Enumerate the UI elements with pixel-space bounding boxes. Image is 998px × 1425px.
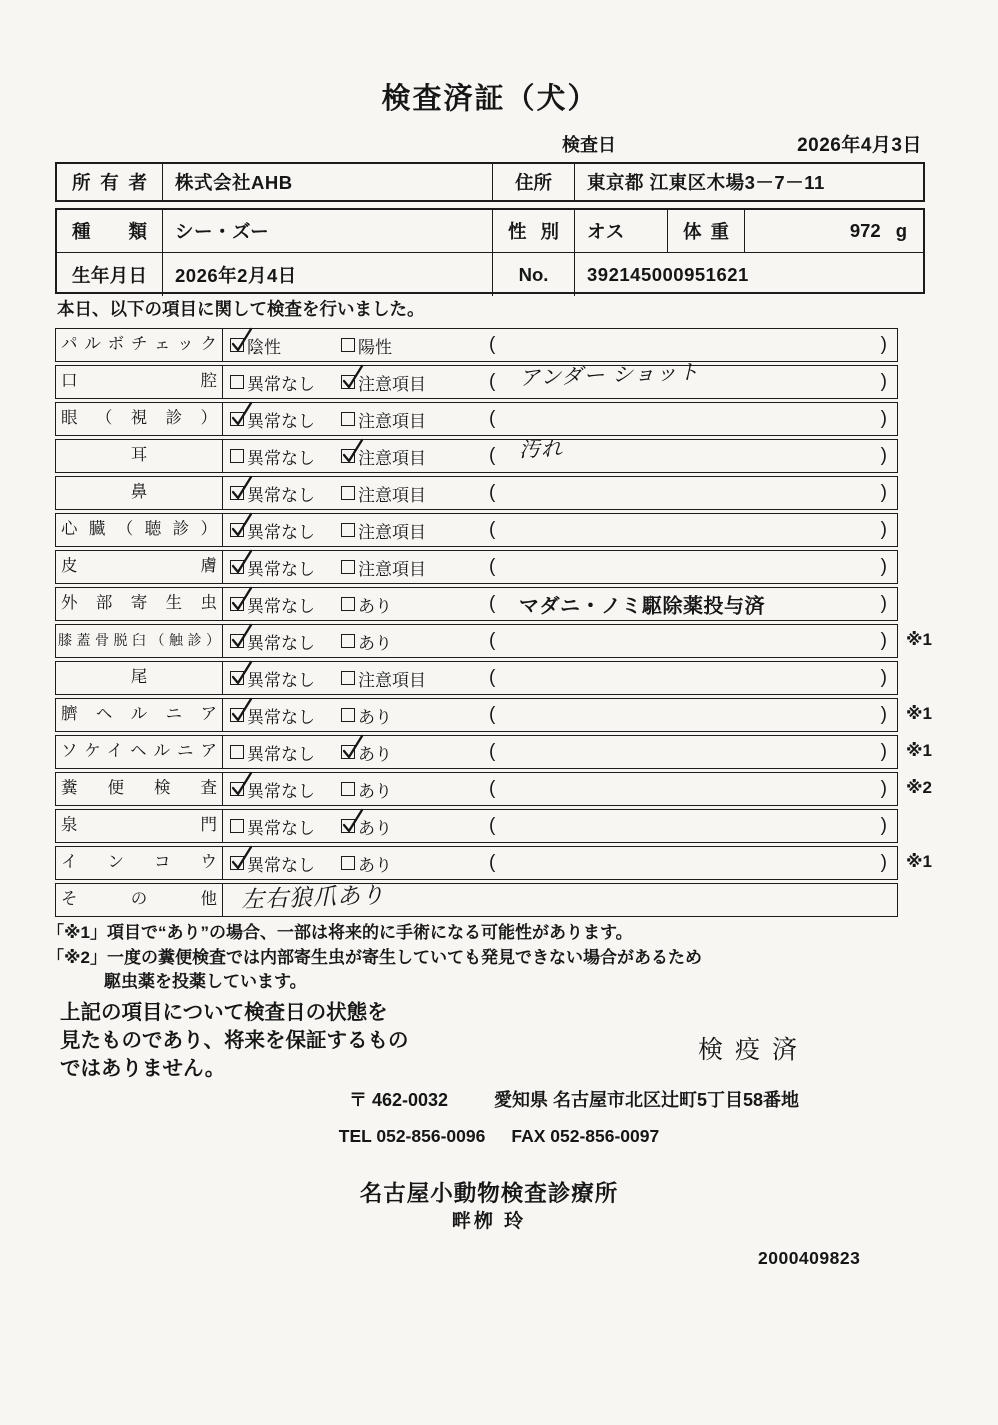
checklist-row-content (223, 810, 897, 842)
checklist-row-content (223, 773, 897, 805)
address-label: 住所 (514, 172, 552, 193)
checklist-row-content (223, 736, 897, 768)
disclaimer-line-2: 見たものであり、将来を保証するもの (60, 1029, 409, 1052)
animal-info-row-2 (57, 253, 923, 296)
checklist-row (55, 402, 898, 436)
unchecked-checkbox[interactable] (341, 856, 355, 870)
checkbox-option (230, 551, 315, 583)
checkbox-option (230, 329, 281, 361)
checkbox-option (230, 477, 315, 509)
weight-value-cell (744, 210, 923, 252)
checkbox-option (341, 810, 392, 842)
checklist-row-content (223, 588, 897, 620)
weight-label: 体重 (683, 221, 729, 242)
birth-value-cell (162, 253, 492, 296)
checkbox-label: あり (358, 596, 392, 616)
checklist-item-label: インコウ (56, 847, 223, 879)
checklist-row-content (223, 437, 897, 472)
checklist-item-label: 心臓（聴診） (56, 514, 223, 546)
unchecked-checkbox[interactable] (341, 523, 355, 537)
checked-checkbox[interactable] (230, 486, 244, 500)
reference-mark: ※1 (906, 630, 932, 649)
checkbox-label: 注意項目 (358, 448, 426, 468)
serial-number: 2000409823 (758, 1248, 861, 1268)
checkbox-label: 異常なし (247, 596, 315, 616)
checklist-row (55, 735, 932, 769)
checklist-row (55, 624, 932, 658)
paren-open: ( (489, 334, 496, 355)
checkbox-option (341, 588, 392, 620)
checkbox-option (230, 514, 315, 546)
checked-checkbox[interactable] (341, 449, 355, 463)
checklist-item-label: 口腔 (56, 366, 223, 398)
checked-checkbox[interactable] (341, 819, 355, 833)
checked-checkbox[interactable] (230, 856, 244, 870)
checked-checkbox[interactable] (341, 745, 355, 759)
footnote-2-continued: 駆虫薬を投薬しています。 (104, 972, 307, 991)
veterinarian-name: 畔栁 玲 (451, 1211, 527, 1232)
birth-value: 2026年2月4日 (175, 264, 297, 286)
checkbox-option (341, 847, 392, 879)
checklist-row (55, 328, 898, 362)
animal-info-table (55, 208, 925, 294)
checked-checkbox[interactable] (230, 782, 244, 796)
paren-open: ( (489, 445, 496, 466)
checkbox-label: 異常なし (247, 411, 315, 431)
checkbox-option (341, 699, 392, 731)
breed-label-cell (57, 210, 162, 252)
clinic-name: 名古屋小動物検査診療所 (359, 1181, 619, 1206)
paren-close: ) (880, 778, 887, 799)
unchecked-checkbox[interactable] (341, 412, 355, 426)
clinic-address: 愛知県 名古屋市北区辻町5丁目58番地 (494, 1090, 800, 1110)
breed-value-cell (162, 210, 492, 252)
no-label: No. (518, 263, 549, 285)
checklist-item-label: パルボチェック (56, 329, 223, 361)
checkbox-option (230, 440, 315, 472)
paren-open: ( (489, 741, 496, 762)
checkbox-label: 注意項目 (358, 485, 426, 505)
paren-open: ( (489, 630, 496, 651)
checkbox-option (230, 699, 315, 731)
checklist-row (55, 360, 898, 399)
address-value-cell (574, 164, 923, 200)
paren-close: ) (880, 482, 887, 503)
checklist-row-content (223, 625, 897, 657)
checkbox-label: 異常なし (247, 781, 315, 801)
checkbox-label: あり (358, 855, 392, 875)
sex-label-cell (492, 210, 574, 252)
checkbox-label: あり (358, 818, 392, 838)
paren-close: ) (880, 852, 887, 873)
breed-label: 種類 (72, 221, 147, 242)
checkbox-label: 異常なし (247, 855, 315, 875)
checkbox-option (230, 736, 315, 768)
birth-label-cell (57, 253, 162, 296)
checklist-row-content (223, 551, 897, 583)
paren-open: ( (489, 778, 496, 799)
checked-checkbox[interactable] (230, 560, 244, 574)
checkbox-label: 異常なし (247, 522, 315, 542)
checkbox-label: 注意項目 (358, 374, 426, 394)
reference-mark: ※1 (906, 704, 932, 723)
owner-value-cell (162, 164, 492, 200)
checkbox-label: 異常なし (247, 374, 315, 394)
unchecked-checkbox[interactable] (230, 375, 244, 389)
inspection-date-label: 検査日 (562, 135, 616, 155)
unchecked-checkbox[interactable] (230, 819, 244, 833)
checkbox-option (341, 625, 392, 657)
checkbox-option (230, 662, 315, 694)
owner-label-cell (57, 164, 162, 200)
checkbox-option (230, 810, 315, 842)
checkbox-label: 注意項目 (358, 522, 426, 542)
page-title: 検査済証（犬） (381, 83, 599, 115)
unchecked-checkbox[interactable] (341, 338, 355, 352)
checked-checkbox[interactable] (230, 671, 244, 685)
paren-close: ) (880, 741, 887, 762)
no-value: 392145000951621 (587, 263, 749, 285)
unchecked-checkbox[interactable] (341, 634, 355, 648)
reference-mark: ※1 (906, 852, 932, 871)
weight-value: 972 (849, 220, 881, 241)
unchecked-checkbox[interactable] (230, 745, 244, 759)
checkbox-label: 陽性 (358, 337, 392, 357)
checked-checkbox[interactable] (230, 634, 244, 648)
paren-open: ( (489, 408, 496, 429)
paren-close: ) (880, 371, 887, 392)
paren-close: ) (880, 630, 887, 651)
checklist-row (55, 513, 898, 547)
intro-text: 本日、以下の項目に関して検査を行いました。 (57, 299, 425, 319)
address-label-cell (492, 164, 574, 200)
unchecked-checkbox[interactable] (230, 449, 244, 463)
address-value: 東京都 江東区木場3－7－11 (587, 172, 825, 193)
checklist-row-content (223, 477, 897, 509)
checklist-item-label: 尾 (56, 662, 223, 694)
sex-value-cell (574, 210, 667, 252)
checklist-item-label: 臍ヘルニア (56, 699, 223, 731)
birth-label: 生年月日 (72, 264, 147, 286)
unchecked-checkbox[interactable] (341, 597, 355, 611)
paren-close: ) (880, 519, 887, 540)
checked-checkbox[interactable] (230, 338, 244, 352)
weight-label-cell (667, 210, 744, 252)
checklist-item-label: 皮膚 (56, 551, 223, 583)
weight-unit: g (895, 220, 907, 241)
paren-open: ( (489, 371, 496, 392)
sex-label: 性別 (508, 221, 559, 242)
paren-open: ( (489, 667, 496, 688)
unchecked-checkbox[interactable] (341, 671, 355, 685)
handwritten-note: 汚れ (518, 437, 564, 462)
no-value-cell (574, 253, 923, 296)
inspection-date-value: 2026年4月3日 (797, 135, 922, 156)
checkbox-option (341, 329, 392, 361)
checkbox-label: 注意項目 (358, 411, 426, 431)
quarantine-passed-stamp: 検疫済 (698, 1036, 810, 1064)
paren-open: ( (489, 519, 496, 540)
paren-close: ) (880, 408, 887, 429)
clinic-tel: TEL 052-856-0096 (338, 1126, 486, 1146)
checklist-row (55, 883, 898, 917)
checkbox-option (341, 662, 426, 694)
checkbox-label: あり (358, 707, 392, 727)
paren-open: ( (489, 556, 496, 577)
disclaimer-line-3: ではありません。 (60, 1057, 226, 1080)
checkbox-option (341, 514, 426, 546)
reference-mark: ※2 (906, 778, 932, 797)
checklist-row-content (223, 699, 897, 731)
no-label-cell (492, 253, 574, 296)
checklist-row-content (223, 662, 897, 694)
paren-close: ) (880, 704, 887, 725)
unchecked-checkbox[interactable] (341, 486, 355, 500)
checkbox-option (230, 366, 315, 398)
paren-close: ) (880, 334, 887, 355)
checkbox-label: 異常なし (247, 485, 315, 505)
paren-close: ) (880, 593, 887, 614)
checkbox-label: 異常なし (247, 744, 315, 764)
breed-value: シー・ズー (175, 221, 270, 242)
checkbox-option (341, 403, 426, 435)
checkbox-label: 注意項目 (358, 559, 426, 579)
clinic-address-row (150, 1086, 998, 1112)
disclaimer-line-1: 上記の項目について検査日の状態を (60, 1001, 388, 1024)
checklist-item-label: 外部寄生虫 (56, 588, 223, 620)
unchecked-checkbox[interactable] (341, 560, 355, 574)
checklist-row (55, 846, 932, 880)
checkbox-label: 異常なし (247, 448, 315, 468)
paren-open: ( (489, 704, 496, 725)
checklist-row (55, 476, 898, 510)
checklist-row (55, 587, 898, 621)
paren-open: ( (489, 815, 496, 836)
disclaimer-text (60, 999, 409, 1083)
footnote-1: 「※1」項目で“あり”の場合、一部は将来的に手術になる可能性があります。 (47, 923, 633, 942)
checklist-row-content (223, 329, 897, 361)
checkbox-label: 異常なし (247, 670, 315, 690)
owner-label: 所有者 (72, 172, 147, 193)
paren-open: ( (489, 482, 496, 503)
checklist-item-label: 眼（視診） (56, 403, 223, 435)
checklist-row-content (223, 847, 897, 879)
checkbox-label: あり (358, 633, 392, 653)
checklist-table (55, 328, 932, 920)
checkbox-label: 異常なし (247, 559, 315, 579)
paren-open: ( (489, 593, 496, 614)
checklist-item-label: 耳 (56, 440, 223, 472)
footnote-2: 「※2」一度の糞便検査では内部寄生虫が寄生していても発見できない場合があるため (47, 947, 702, 967)
checklist-row (55, 809, 898, 843)
sex-value: オス (587, 221, 625, 242)
checklist-row (55, 661, 898, 695)
checklist-item-label: その他 (56, 884, 223, 916)
owner-table (55, 162, 925, 202)
checkbox-label: 異常なし (247, 633, 315, 653)
paren-close: ) (880, 667, 887, 688)
paren-open: ( (489, 852, 496, 873)
checklist-row (55, 439, 898, 473)
clinic-fax: FAX 052-856-0097 (511, 1126, 660, 1146)
clinic-postal-code: 〒 462-0032 (348, 1090, 449, 1110)
checkbox-label: 異常なし (247, 707, 315, 727)
checkbox-label: 注意項目 (358, 670, 426, 690)
paren-close: ) (880, 445, 887, 466)
owner-value: 株式会社AHB (175, 172, 293, 193)
checklist-item-label: ソケイヘルニア (56, 736, 223, 768)
footnotes (47, 921, 702, 995)
checklist-item-label: 膝蓋骨脱臼（触診） (56, 625, 223, 657)
checked-checkbox[interactable] (230, 412, 244, 426)
clinic-phone-row (0, 1126, 998, 1147)
checkbox-option (230, 588, 315, 620)
checked-checkbox[interactable] (230, 597, 244, 611)
paren-close: ) (880, 556, 887, 577)
checked-checkbox[interactable] (230, 708, 244, 722)
checkbox-option (341, 477, 426, 509)
unchecked-checkbox[interactable] (341, 782, 355, 796)
checkbox-option (341, 773, 392, 805)
checklist-row-content (223, 360, 897, 398)
checked-checkbox[interactable] (230, 523, 244, 537)
unchecked-checkbox[interactable] (341, 708, 355, 722)
checkbox-option (341, 551, 426, 583)
checkbox-option (341, 366, 426, 398)
checklist-row (55, 550, 898, 584)
checklist-row-content (223, 514, 897, 546)
checkbox-option (341, 736, 392, 768)
checklist-item-label: 鼻 (56, 477, 223, 509)
checkbox-label: 陰性 (247, 337, 281, 357)
checkbox-option (230, 847, 315, 879)
checklist-row (55, 772, 932, 806)
reference-mark: ※1 (906, 741, 932, 760)
checkbox-label: 異常なし (247, 818, 315, 838)
checklist-row-content (223, 881, 897, 916)
checklist-row (55, 698, 932, 732)
checklist-item-label: 糞便検査 (56, 773, 223, 805)
handwritten-note: アンダー ショット (518, 360, 701, 391)
checkbox-option (230, 625, 315, 657)
checkbox-option (341, 440, 426, 472)
checklist-row-content (223, 403, 897, 435)
handwritten-note: 左右狼爪あり (240, 881, 386, 913)
checkbox-label: あり (358, 744, 392, 764)
checkbox-option (230, 403, 315, 435)
checked-checkbox[interactable] (341, 375, 355, 389)
checkbox-label: あり (358, 781, 392, 801)
printed-note: マダニ・ノミ駆除薬投与済 (519, 595, 765, 618)
paren-close: ) (880, 815, 887, 836)
checklist-item-label: 泉門 (56, 810, 223, 842)
checkbox-option (230, 773, 315, 805)
animal-info-row-1 (57, 210, 923, 253)
